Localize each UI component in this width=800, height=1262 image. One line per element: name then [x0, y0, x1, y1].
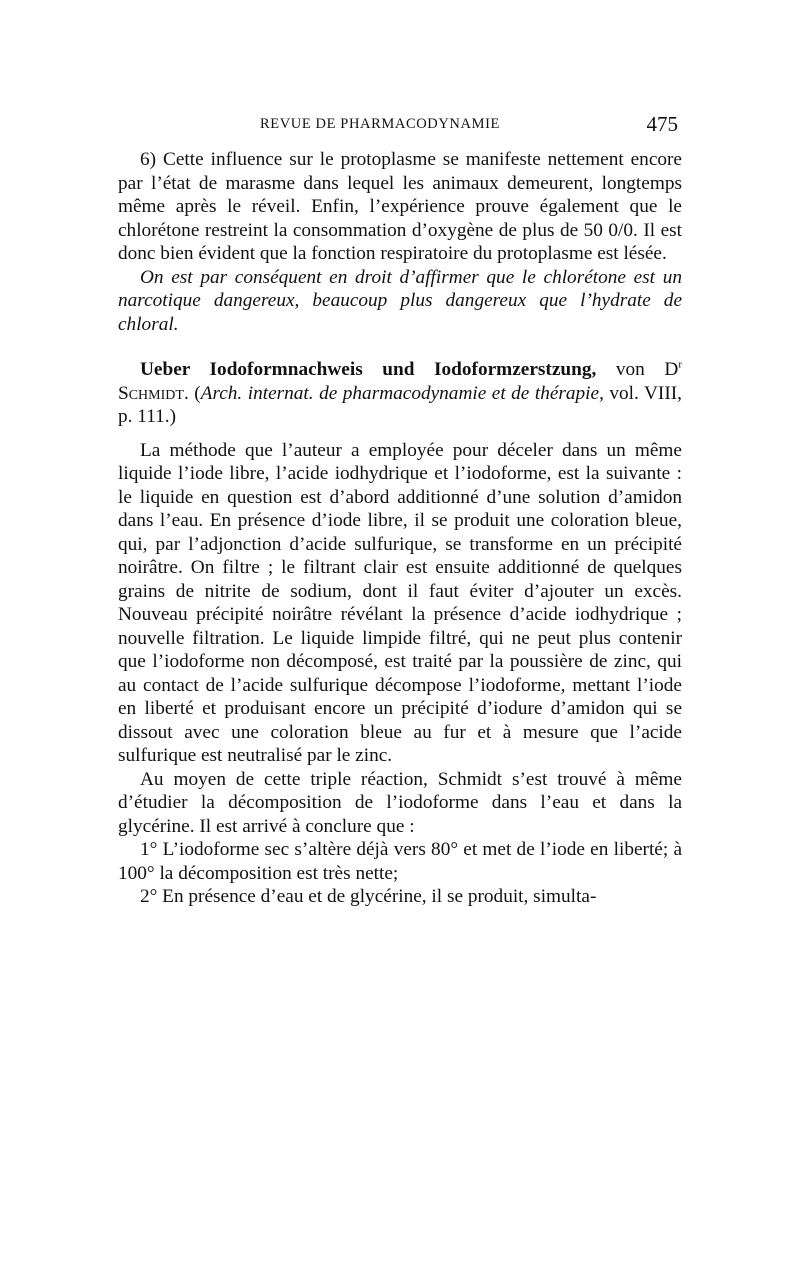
- running-title: REVUE DE PHARMACODYNAMIE: [260, 116, 500, 132]
- paragraph-method: La méthode que l’auteur a employée pour déceler dans un même liquide l’iode libre, l’acide iodhydrique et l’iodoforme, est la suivante : le liquide en question est d’abord additionné d’une solution d’amidon dans l’eau. En présence d’iode libre, il se produit une coloration bleue, qui, par l’adjonction d’acide sulfurique, se transforme en un précipité noirâtre. On filtre ; le filtrant clair est ensuite additionné de quelques grains de nitrite de sodium, dont il faut éviter d’ajouter un excès. Nouveau précipité noirâtre révélant la présence d’acide iodhydrique ; nouvelle filtration. Le liquide limpide filtré, qui ne peut plus contenir que l’iodoforme non décomposé, est traité par la poussière de zinc, qui au contact de l’acide sulfurique décompose l’iodoforme, mettant l’iode en liberté et produisant encore un précipité d’iodure d’amidon qui se dissout avec une coloration bleue au fur et à mesure que l’acide sulfurique est neutralisé par le zinc.: [118, 439, 682, 766]
- section-gap: [118, 336, 682, 358]
- article-source-rest: vol. VIII, p. 111.): [118, 382, 682, 427]
- article-author: Schmidt.: [118, 382, 189, 404]
- article-source-open: (: [188, 382, 201, 404]
- list-item-2: 2° En présence d’eau et de glycérine, il se produit, simulta-: [140, 886, 597, 907]
- article-dr: D: [664, 359, 679, 380]
- article-von: von: [596, 359, 645, 380]
- running-header: [118, 112, 682, 148]
- heading-gap: [118, 429, 682, 439]
- article-title: Ueber Iodoformnachweis und Iodoformzerstzung,: [140, 359, 597, 380]
- paragraph-protoplasm: 6) Cette influence sur le protoplasme se manifeste nettement encore par l’état de marasme dans lequel les animaux demeurent, longtemps même après le réveil. Enfin, l’expérience prouve également que le chlorétone restreint la consommation d’oxygène de plus de 50 0/0. Il est donc bien évident que la fonction respiratoire du protoplasme est lésée.: [118, 149, 682, 264]
- article-heading: [118, 358, 682, 429]
- paragraph-conclusion: On est par conséquent en droit d’affirmer que le chlorétone est un narcotique dangereux, beaucoup plus dangereux que l’hydrate de chloral.: [118, 266, 682, 335]
- document-page: [118, 112, 682, 909]
- paragraph-triple-reaction: Au moyen de cette triple réaction, Schmidt s’est trouvé à même d’étudier la décomposition de l’iodoforme dans l’eau et dans la glycérine. Il est arrivé à conclure que :: [118, 768, 682, 837]
- article-source-journal: Arch. internat. de pharmacodynamie et de thérapie,: [200, 382, 604, 404]
- page-number: 475: [646, 112, 678, 136]
- article-dr-sup: r: [678, 358, 682, 371]
- list-item-1: 1° L’iodoforme sec s’altère déjà vers 80° et met de l’iode en liberté; à 100° la décomposition est très nette;: [118, 839, 682, 884]
